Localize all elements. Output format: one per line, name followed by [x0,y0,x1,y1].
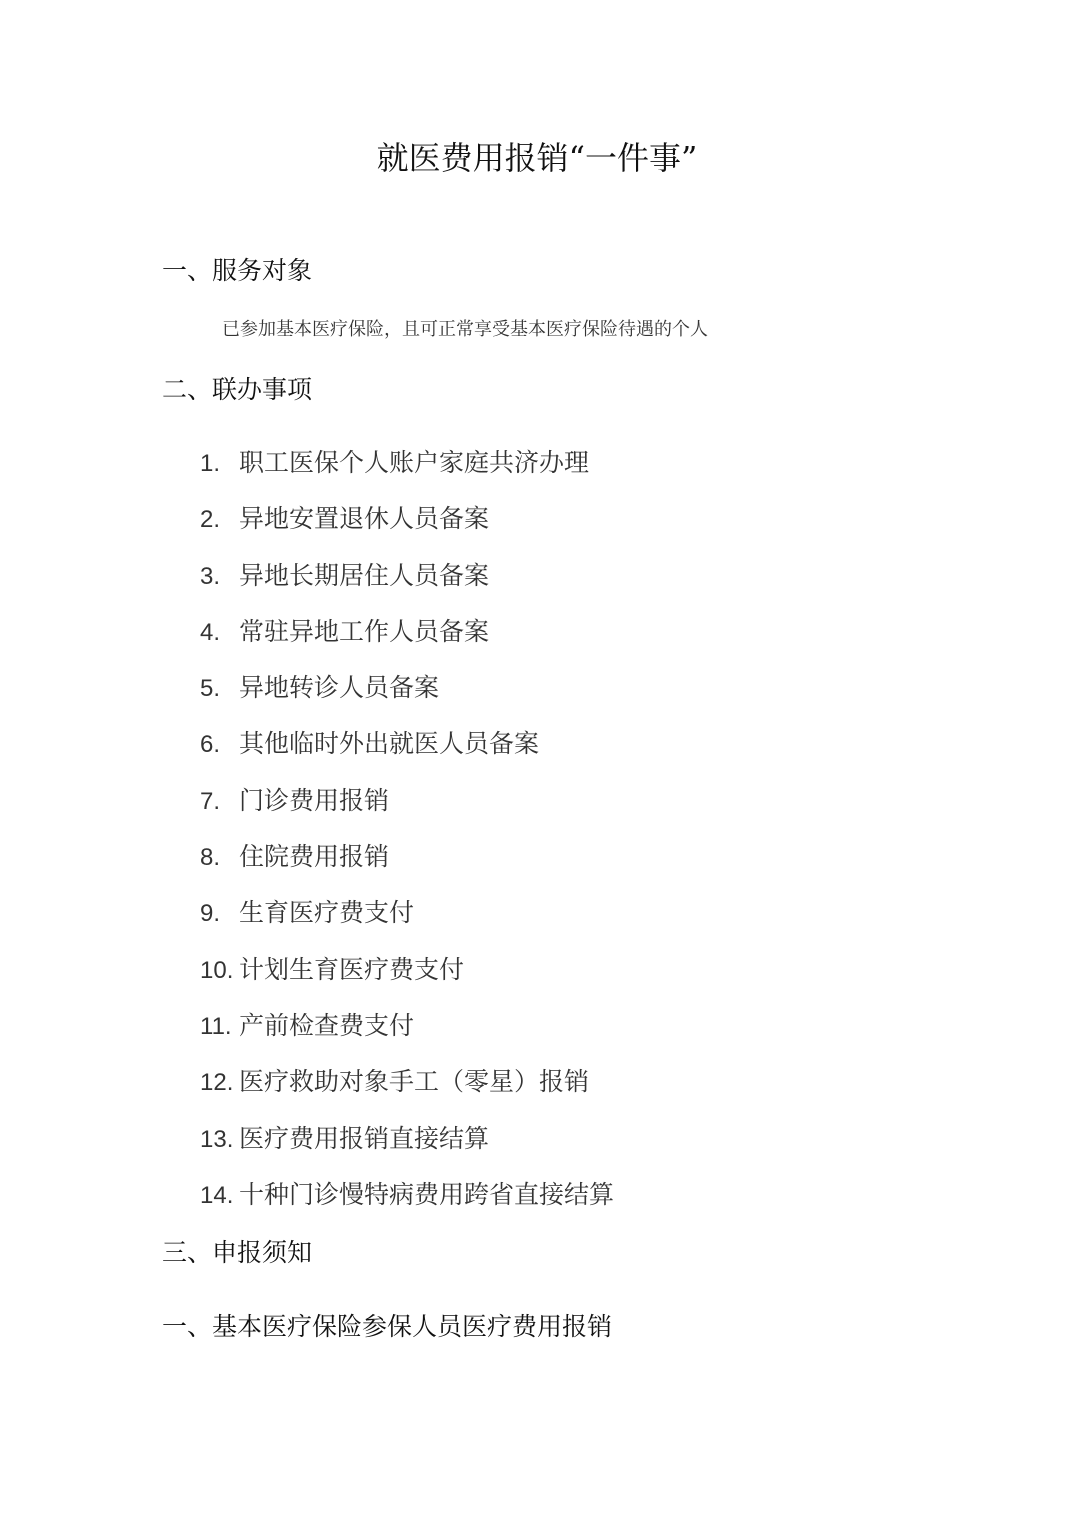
list-item-number: 14. [200,1181,234,1209]
list-item-text: 产前检查费支付 [239,1010,415,1040]
document-title: 就医费用报销“一件事” [376,139,698,177]
list-item [200,953,614,1009]
list-item-number: 9. [200,900,221,928]
list-item [200,559,614,615]
joint-items-list [200,446,614,1234]
list-item-number: 6. [200,731,221,759]
section-heading-application-notes: 三、申报须知 [162,1238,313,1267]
list-item-number: 7. [200,787,221,815]
list-item-number: 8. [200,844,221,872]
list-item-number: 10. [200,956,234,984]
list-item-number: 2. [200,506,221,534]
list-item-number: 3. [200,562,221,590]
list-item-text: 门诊费用报销 [239,785,390,815]
list-item-text: 常驻异地工作人员备案 [239,616,490,646]
list-item [200,671,614,727]
list-item-number: 11. [200,1012,232,1040]
list-item [200,1065,614,1121]
list-item [200,446,614,502]
list-item-text: 医疗费用报销直接结算 [239,1123,490,1153]
list-item-number: 12. [200,1069,234,1097]
section-heading-service-target: 一、服务对象 [162,256,313,285]
list-item-text: 计划生育医疗费支付 [239,954,465,984]
list-item-text: 住院费用报销 [239,842,390,872]
list-item-number: 5. [200,675,221,703]
list-item [200,727,614,783]
section-heading-joint-items: 二、联办事项 [162,375,313,404]
list-item-text: 异地转诊人员备案 [239,673,440,703]
list-item-number: 13. [200,1125,234,1153]
service-target-paragraph: 已参加基本医疗保险，且可正常享受基本医疗保险待遇的个人 [222,319,708,340]
list-item-text: 职工医保个人账户家庭共济办理 [239,448,590,477]
list-item-text: 十种门诊慢特病费用跨省直接结算 [239,1179,615,1209]
list-item-text: 异地长期居住人员备案 [239,560,490,590]
list-item-text: 医疗救助对象手工（零星）报销 [239,1067,590,1097]
list-item-text: 其他临时外出就医人员备案 [239,729,540,759]
list-item [200,1122,614,1178]
list-item [200,1009,614,1065]
list-item [200,896,614,952]
list-item [200,840,614,896]
list-item-number: 1. [200,450,221,477]
list-item-number: 4. [200,618,221,646]
list-item [200,615,614,671]
list-item [200,784,614,840]
list-item [200,502,614,558]
list-item-text: 生育医疗费支付 [239,898,415,928]
list-item [200,1178,614,1234]
list-item-text: 异地安置退休人员备案 [239,504,490,534]
subsection-heading-medical-reimbursement: 一、基本医疗保险参保人员医疗费用报销 [162,1312,613,1341]
